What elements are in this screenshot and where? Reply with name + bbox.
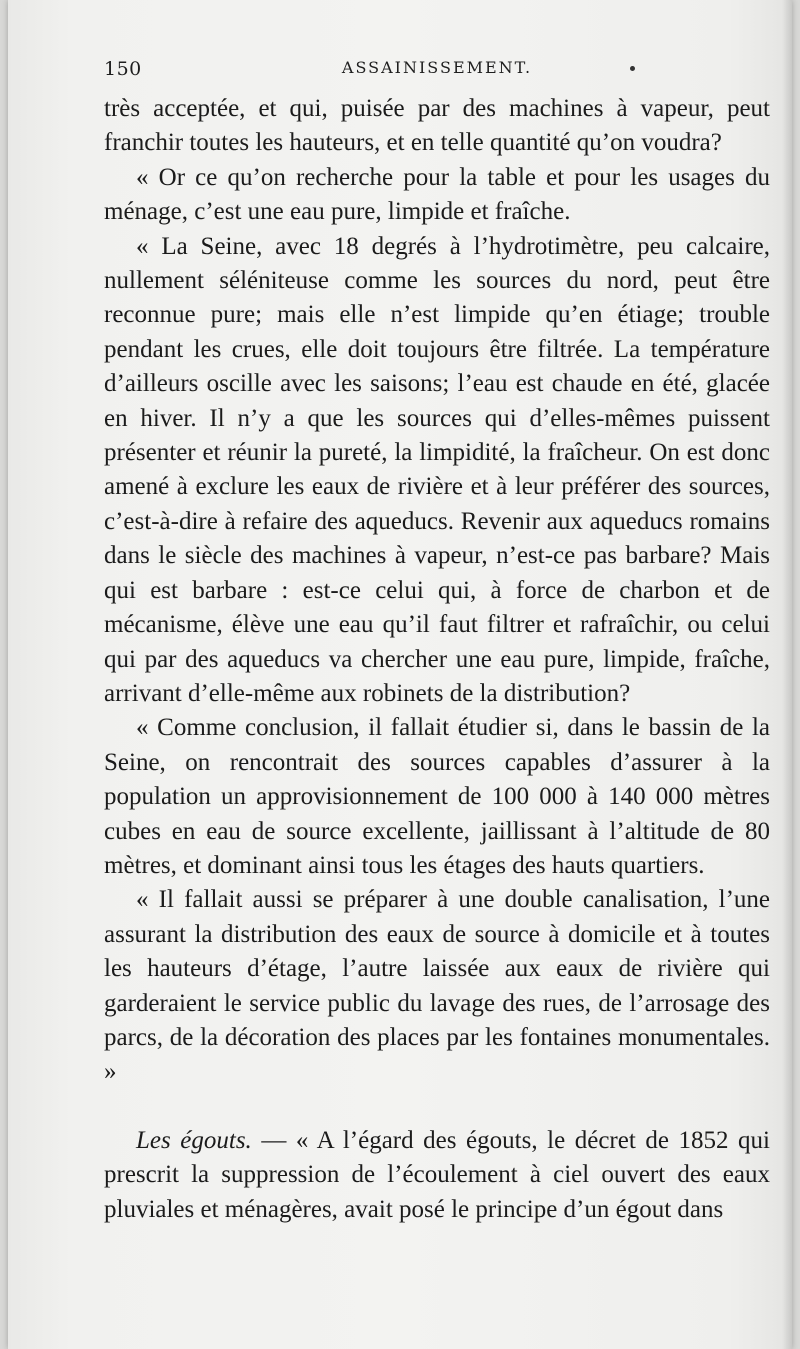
paragraph-quote-canalisation: « Il fallait aussi se préparer à une double canalisation, l’une assurant la distribution des eaux de source à domicile et à toutes les hauteurs d’étage, l’autre laissée aux eaux de rivière qui garderaient le service public du lavage des rues, de l’arrosage des parcs, de la décoration des places par les fontaines monumentales. » <box>104 886 770 1086</box>
paragraph-quote-seine: « La Seine, avec 18 degrés à l’hydrotimètre, peu calcaire, nullement séléniteuse comme les sources du nord, peut être reconnue pure; mais elle n’est limpide qu’en étiage; trouble pendant les crues, elle doit toujours être filtrée. La température d’ailleurs oscille avec les saisons; l’eau est chaude en été, glacée en hiver. Il n’y a que les sources qui d’elles-mêmes puissent présenter et réunir la pureté, la limpidité, la fraîcheur. On est donc amené à exclure les eaux de rivière et à leur préférer des sources, c’est-à-dire à refaire des aqueducs. Revenir aux aqueducs romains dans le siècle des machines à vapeur, n’est-ce pas barbare? Mais qui est barbare : est-ce celui qui, à force de charbon et de mécanisme, élève une eau qu’il faut filtrer et rafraîchir, ou celui qui par des aqueducs va chercher une eau pure, limpide, fraîche, arrivant d’elle-même aux robinets de la distribution? <box>104 232 770 707</box>
section-spacer <box>104 1090 770 1124</box>
paragraph-egouts <box>104 1124 770 1227</box>
paragraph-quote-water: « Or ce qu’on recherche pour la table et pour les usages du ménage, c’est une eau pure, limpide et fraîche. <box>104 163 770 226</box>
paragraph-quote-conclusion: « Comme conclusion, il fallait étudier si, dans le bassin de la Seine, on rencontrait des sources capables d’assurer à la population un approvisionnement de 100 000 à 140 000 mètres cubes en eau de source excellente, jaillissant à l’altitude de 80 mètres, et dominant ainsi tous les étages des hauts quartiers. <box>104 714 770 879</box>
section-title: Les égouts. <box>136 1126 252 1154</box>
paragraph-continuation: très acceptée, et qui, puisée par des machines à vapeur, peut franchir toutes les hauteurs, et en telle quantité qu’on voudra? <box>104 95 770 157</box>
body-text <box>104 92 770 1227</box>
page-number: 150 <box>104 58 142 80</box>
section-text: — « A l’égard des égouts, le décret de 1852 qui prescrit la suppression de l’écoulement à ciel ouvert des eaux pluviales et ménagères, avait posé le principe d’un égout dans <box>104 1126 771 1223</box>
page-header <box>104 58 770 86</box>
running-title: ASSAINISSEMENT. <box>341 58 533 77</box>
ink-dot <box>630 66 635 71</box>
book-page <box>8 0 792 1349</box>
